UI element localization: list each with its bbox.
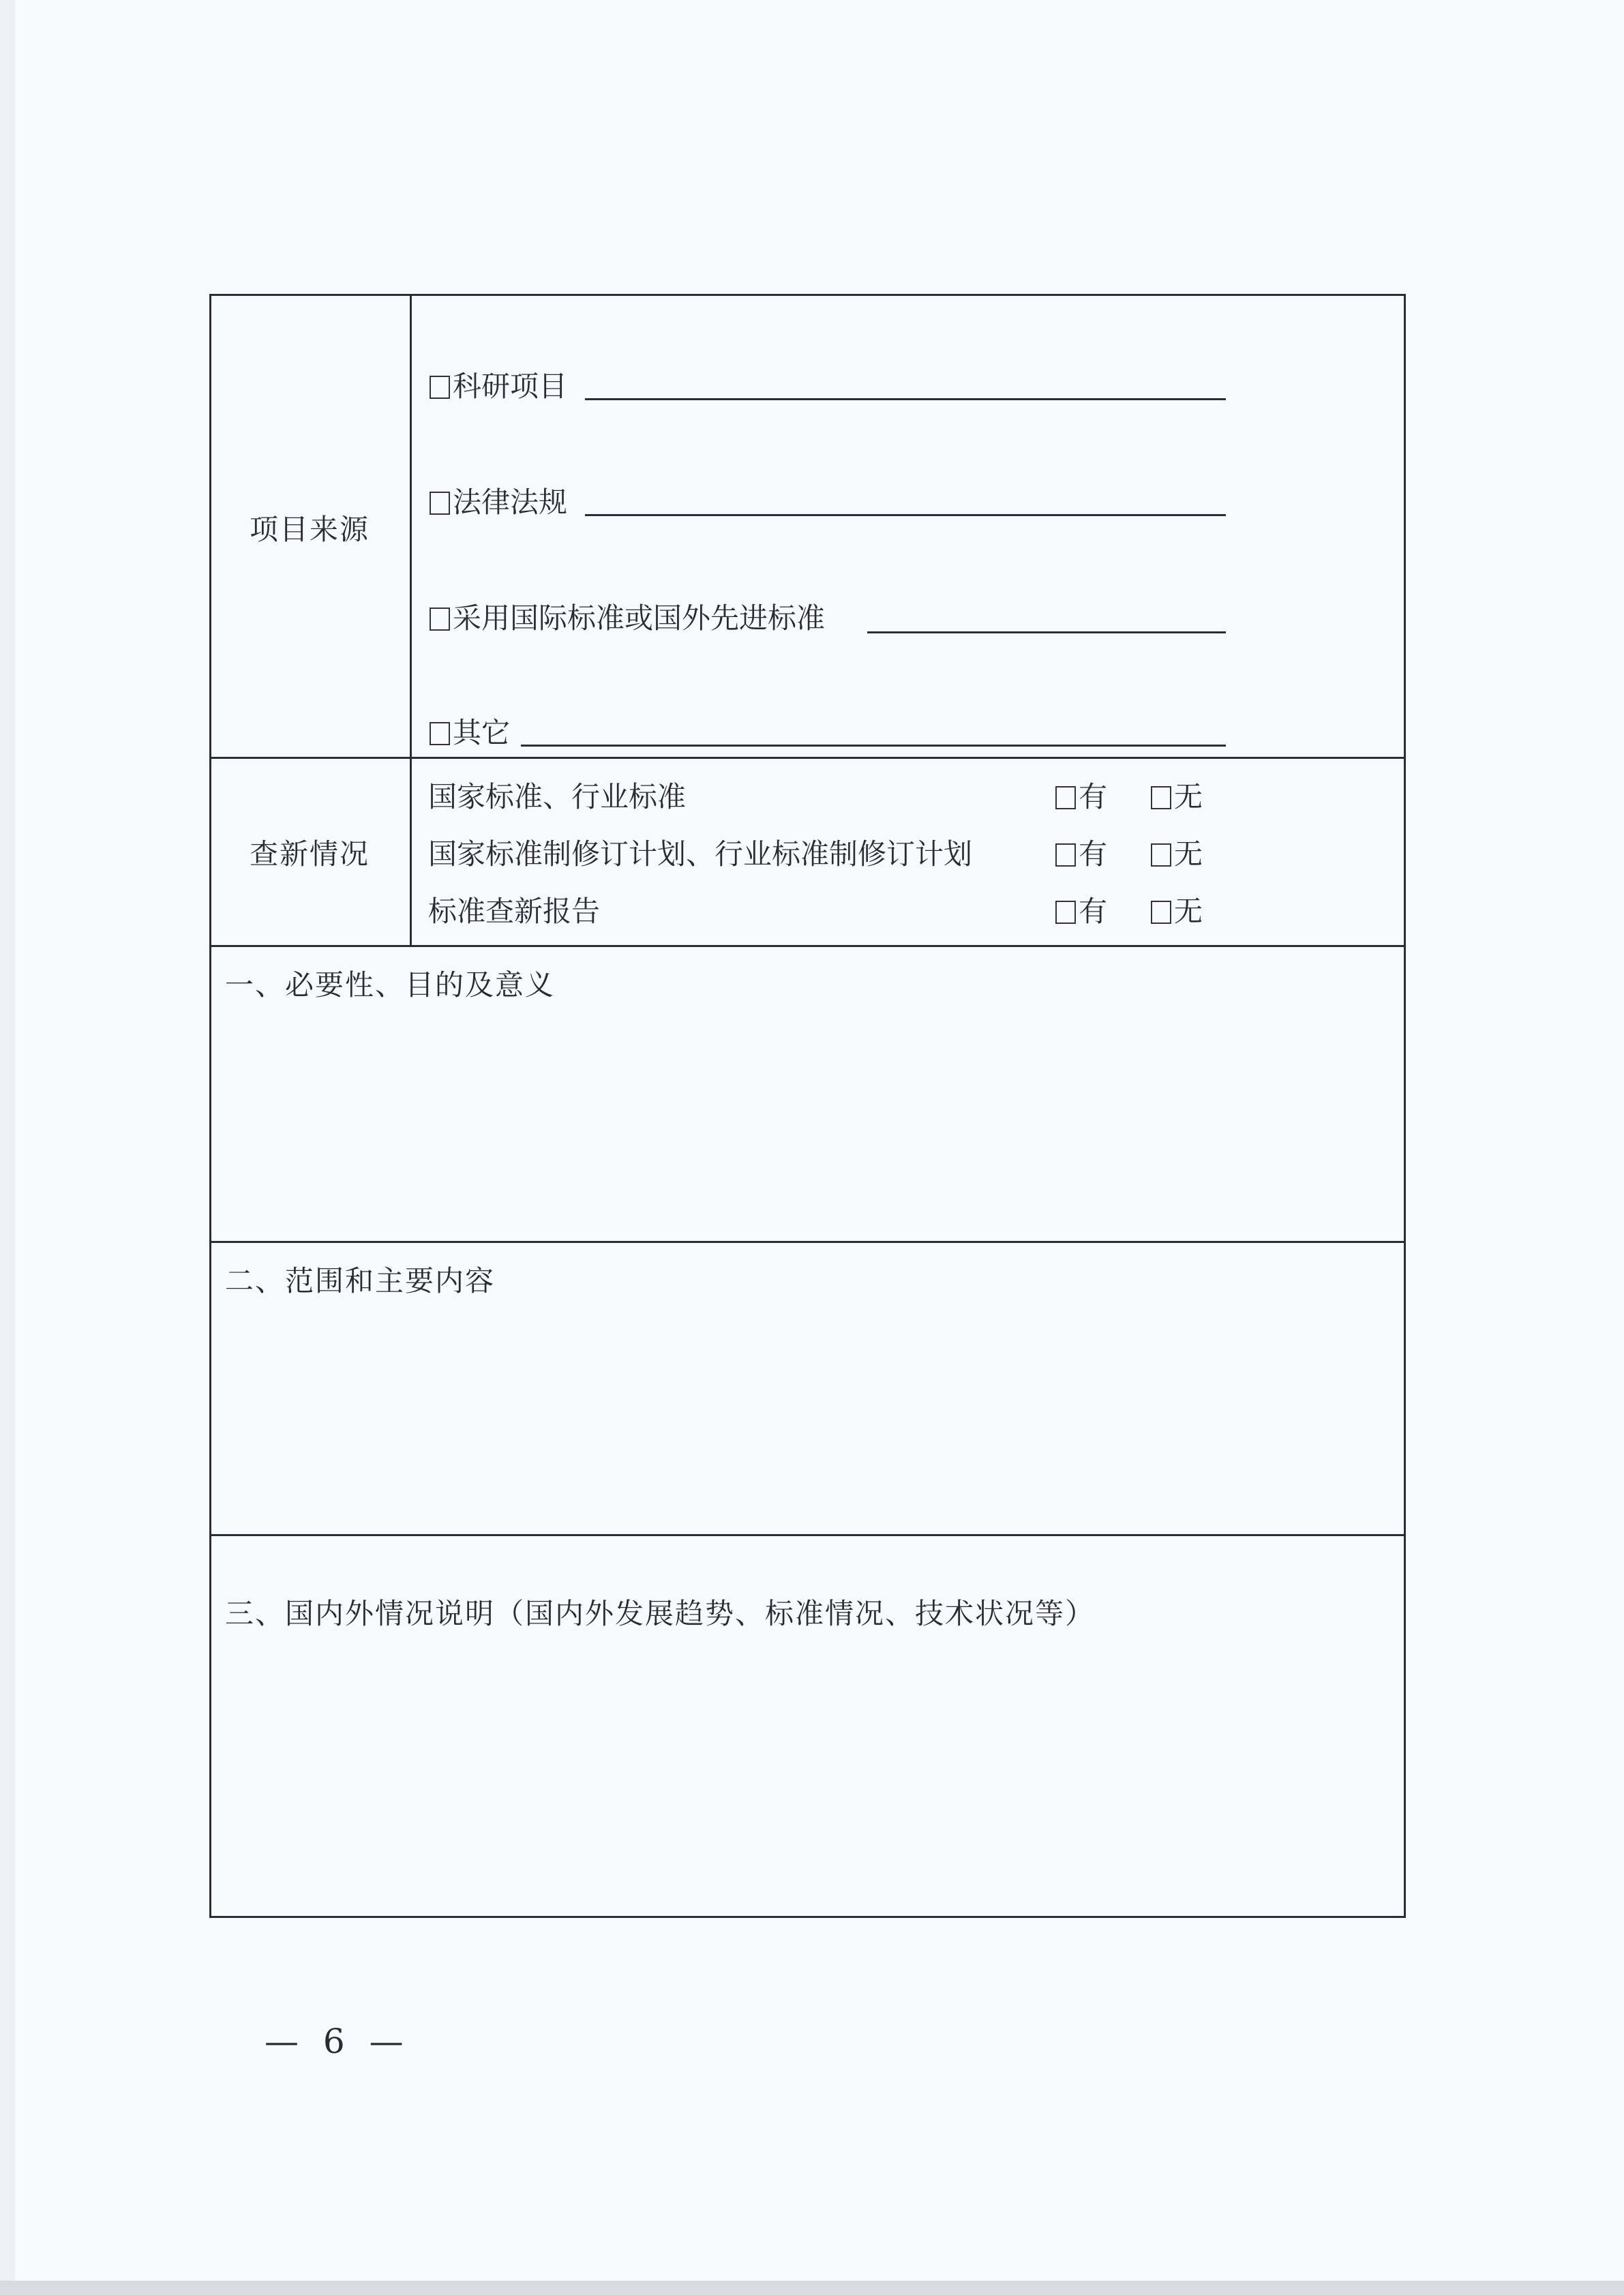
checkbox-research[interactable] bbox=[430, 376, 450, 399]
section-domestic-intl-content[interactable] bbox=[218, 1639, 1397, 1905]
checkbox-yes[interactable] bbox=[1055, 786, 1076, 809]
row-divider bbox=[211, 757, 1404, 759]
source-option-intl-standard[interactable]: 采用国际标准或国外先进标准 bbox=[430, 596, 825, 637]
novelty-yes-option[interactable]: 有 bbox=[1055, 832, 1107, 873]
checkbox-no[interactable] bbox=[1151, 843, 1171, 867]
source-option-other[interactable]: 其它 bbox=[430, 710, 510, 751]
section-scope-title: 二、范围和主要内容 bbox=[225, 1264, 496, 1298]
checkbox-yes[interactable] bbox=[1055, 843, 1076, 867]
law-fill-line[interactable] bbox=[585, 514, 1226, 516]
research-fill-line[interactable] bbox=[585, 398, 1226, 400]
source-option-research[interactable]: 科研项目 bbox=[430, 364, 567, 405]
source-label: 项目来源 bbox=[250, 513, 370, 546]
novelty-yes-option[interactable]: 有 bbox=[1055, 889, 1107, 930]
scan-edge bbox=[0, 2281, 1624, 2295]
checkbox-law[interactable] bbox=[430, 492, 450, 515]
novelty-row-label: 国家标准制修订计划、行业标准制修订计划 bbox=[428, 837, 973, 871]
novelty-no-option[interactable]: 无 bbox=[1151, 832, 1203, 873]
checkbox-no[interactable] bbox=[1151, 901, 1171, 924]
column-divider bbox=[410, 296, 412, 945]
checkbox-other[interactable] bbox=[430, 722, 450, 745]
project-form-table bbox=[209, 294, 1406, 1918]
novelty-no-option[interactable]: 无 bbox=[1151, 775, 1203, 815]
checkbox-no[interactable] bbox=[1151, 786, 1171, 809]
other-fill-line[interactable] bbox=[521, 745, 1226, 747]
intl-standard-fill-line[interactable] bbox=[867, 631, 1226, 633]
novelty-yes-option[interactable]: 有 bbox=[1055, 775, 1107, 815]
novelty-row-label: 国家标准、行业标准 bbox=[428, 780, 687, 813]
novelty-label: 查新情况 bbox=[250, 837, 370, 871]
section-necessity-content[interactable] bbox=[218, 1005, 1397, 1230]
section-necessity-title: 一、必要性、目的及意义 bbox=[225, 968, 556, 1002]
checkbox-yes[interactable] bbox=[1055, 901, 1076, 924]
row-divider bbox=[211, 1534, 1404, 1536]
section-domestic-intl-title: 三、国内外情况说明（国内外发展趋势、标准情况、技术状况等） bbox=[225, 1597, 1096, 1630]
novelty-row-label: 标准查新报告 bbox=[428, 895, 601, 928]
section-scope-content[interactable] bbox=[218, 1298, 1397, 1523]
source-option-law[interactable]: 法律法规 bbox=[430, 480, 567, 521]
row-divider bbox=[211, 1241, 1404, 1243]
page-number: — 6 — bbox=[265, 2022, 410, 2061]
checkbox-intl-standard[interactable] bbox=[430, 608, 450, 631]
row-divider bbox=[211, 945, 1404, 947]
novelty-no-option[interactable]: 无 bbox=[1151, 889, 1203, 930]
